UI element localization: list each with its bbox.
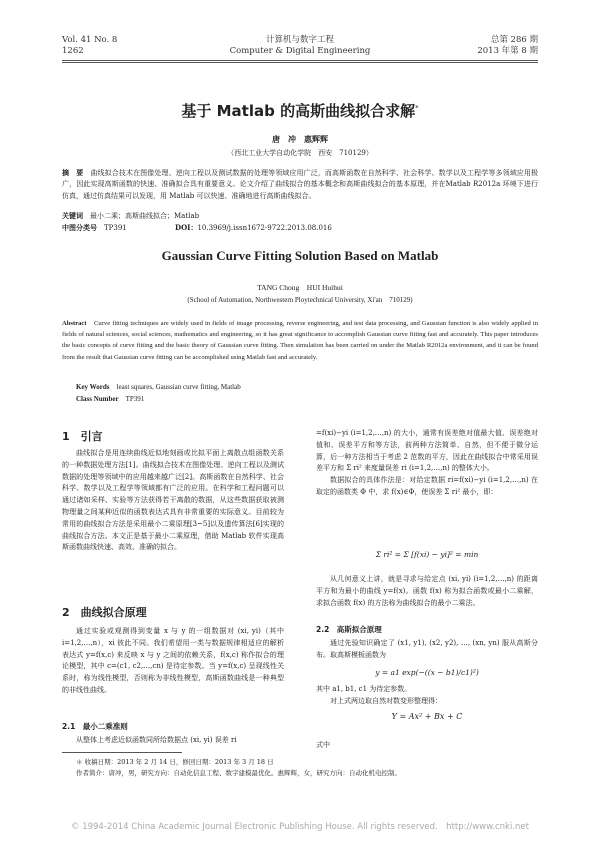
class-cn-label: 中图分类号 — [62, 223, 97, 232]
geometric-meaning — [316, 574, 538, 609]
title-footnote-mark: * — [415, 104, 419, 112]
keywords-cn: 关键词 最小二乘；高斯曲线拟合；Matlab — [62, 211, 200, 220]
parameters-note — [316, 684, 538, 708]
section-2-title: 2 曲线拟合原理 — [62, 606, 147, 619]
equation-quadratic: Y = Ax² + Bx + C — [391, 712, 463, 721]
header-rule-2 — [62, 62, 538, 63]
where-line: 式中 — [316, 741, 330, 749]
least-squares-paragraph: =f(xi)−yi (i=1,2,…,n) 的大小，通常有误差绝对值最大值、误差绝对值和、误差平方和等方法，前两种方法简单、自然，但不便于微分运算，后一种方法相当于考虑 2 范数的平方，因此在曲线拟合中常采用误差平方和 Σ ri² 来度量误差 ri (i=1,2,…,n) 的整体大小。 — [316, 429, 538, 473]
where-note — [316, 740, 538, 752]
gaussian-principle — [316, 638, 538, 662]
affiliation-cn: （西北工业大学自动化学院 西安 710129） — [227, 149, 373, 157]
section-2-1-paragraph: 从整体上考虑近似函数同所给数据点 (xi, yi) 误差 ri — [76, 736, 237, 744]
section-2-2-title: 2.2 高斯拟合原理 — [316, 625, 382, 634]
doi-label: DOI： — [175, 223, 198, 232]
abstract-cn-label: 摘 要 — [62, 169, 84, 177]
header-rule — [62, 60, 538, 61]
title-en: Gaussian Curve Fitting Solution Based on Matlab — [161, 248, 439, 263]
parameters-line: 其中 a1, b1, c1 为待定参数。 — [316, 685, 412, 693]
log-transform-line: 对上式两边取自然对数变形整理得： — [330, 696, 442, 705]
right-column-body — [316, 428, 538, 499]
keywords-en: Key Words least squares, Gaussian curve fitting, Matlab — [76, 383, 241, 391]
geometric-meaning-paragraph: 从几何意义上讲，就是寻求与给定点 (xi, yi) (i=1,2,…,n) 的距离平方和为最小的曲线 y=f(x)。函数 f(x) 称为拟合函数或最小二乘解，求拟合函数 f(x) 的方法称为曲线拟合的最小二乘法。 — [316, 575, 538, 607]
section-2-1-body — [62, 735, 284, 747]
equation-least-squares: Σ ri² = Σ [f(xi) − yi]² = min — [375, 550, 479, 559]
gaussian-principle-paragraph: 通过先验知识确定了 (x1, y1), (x2, y2), …, (xn, yn) 服从高斯分布。取高斯模板函数为 — [316, 639, 538, 659]
keywords-en-label: Key Words — [76, 383, 110, 391]
abstract-cn: 摘 要 曲线拟合技术在图像处理、逆向工程以及测试数据的处理等领域应用广泛，而高斯函数在自然科学、社会科学、数学以及工程学等多领域应用极广，因此实现高斯函数的快速、准确拟合具有重要意义。论文介绍了曲线拟合的基本概念和高斯曲线拟合的基本原理，并在Matlab R2012a 环境下进行仿真，通过仿真结果可以发现，用 Matlab 可以快速、准确地进行高斯曲线拟合。 — [62, 169, 539, 200]
section-1-paragraph: 曲线拟合是用连续曲线近似地刻画或比拟平面上离散点组函数关系的一种数据处理方法[1]。曲线拟合技术在图像处理、逆向工程以及测试数据的处理等领域中的应用越来越广泛[2]。高斯函数在自然科学、社会科学、数学以及工程学等领域都有广泛的应用。在科学和工程问题可以通过诸如采样、实验等方法获得若干离散的数据，从这些数据获取被测物理量之间某种近似的函数表达式具有非常重要的实际意义。目前较为常用的曲线拟合方法是采用最小二乘原理[3~5]以及遗传算法[6]实现的曲线拟合方法。本文正是基于最小二乘原理，借助 Matlab 软件实现高斯函数曲线快速、高效、准确的拟合。 — [62, 449, 284, 552]
class-en-label: Class Number — [76, 395, 119, 403]
section-2-body — [62, 626, 284, 697]
section-2-paragraph: 通过实验或观测得到变量 x 与 y 的一组数据对 (xi, yi)（其中 i=1,2,…,n），xi 彼此不同。我们希望用一类与数据规律相适应的解析表达式 y=f(x,c) 来反映 x 与 y 之间的依赖关系，f(x,c) 称作拟合的理论模型，其中 c=(c1, c2,…,cn) 是待定参数。当 y=f(x,c) 呈现线性关系时，称为线性模型，否则称为非线性模型，高斯函数曲线是一种典型的非线性曲线。 — [62, 627, 284, 694]
header-journal-cn: 计算机与数字工程 — [265, 35, 334, 45]
section-1-title: 1 引言 — [62, 430, 103, 443]
section-1-body — [62, 448, 284, 554]
header-volume: Vol. 41 No. 8 — [62, 35, 118, 45]
equation-gaussian: y = a1 exp(−((x − b1)/c1)²) — [375, 668, 479, 677]
footnote-rule — [62, 752, 182, 753]
footnote-received: ＊ 收稿日期：2013 年 2 月 14 日，修回日期：2013 年 3 月 18 日 — [76, 758, 274, 766]
title-cn: 基于 Matlab 的高斯曲线拟合求解* — [181, 102, 419, 120]
header-issue-year: 2013 年第 8 期 — [477, 46, 538, 56]
abstract-en: Abstract Curve fitting techniques are widely used in fields of image processing, reverse engineering, and test data processing, and Gaussian function is also widely applied in fields of natural sciences, social sciences, mathematics and engineering, so it has great significance to accomplish Gaussian curve fitting fast and accurately. This paper introduces the basic concepts of curve fitting and the basic theory of Gaussian curve fitting. Then simulation has been carried on under the Matlab R2012a environment, and it can be found from the result that Gaussian curve fitting can be accomplished using Matlab fast and accurately. — [62, 320, 538, 361]
authors-en: TANG Chong HUI Huihui — [257, 283, 343, 292]
keywords-cn-label: 关键词 — [62, 211, 83, 220]
header-page: 1262 — [62, 46, 84, 56]
abstract-en-label: Abstract — [62, 320, 87, 327]
section-2-1-title: 2.1 最小二乘准则 — [62, 722, 128, 731]
doi: DOI：10.3969/j.issn1672-9722.2013.08.016 — [175, 223, 332, 232]
fitting-method-paragraph: 数据拟合的具体作法是：对给定数据 ri=f(xi)−yi (i=1,2,…,n) 在取定的函数类 Φ 中，求 f(x)∈Φ，使误差 Σ ri² 最小，即： — [316, 476, 538, 496]
copyright-notice: © 1994-2014 China Academic Journal Electronic Publishing House. All rights reserved. http://www.cnki.net — [71, 822, 529, 832]
authors-cn: 唐 冲 惠辉辉 — [272, 134, 328, 144]
header-journal-en: Computer & Digital Engineering — [229, 46, 371, 56]
class-number-cn: 中图分类号 TP391 — [62, 223, 127, 232]
affiliation-en: (School of Automation, Northwestern Ploytechnical University, Xi'an 710129) — [187, 296, 413, 304]
footnote-author-bio: 作者简介：唐冲，男，研究方向：自动化信息工程、数字建模最优化。惠辉辉，女，研究方向：自动化机电控制。 — [76, 769, 401, 777]
header-issue-total: 总第 286 期 — [490, 35, 538, 45]
class-number-en: Class Number TP391 — [76, 395, 145, 403]
